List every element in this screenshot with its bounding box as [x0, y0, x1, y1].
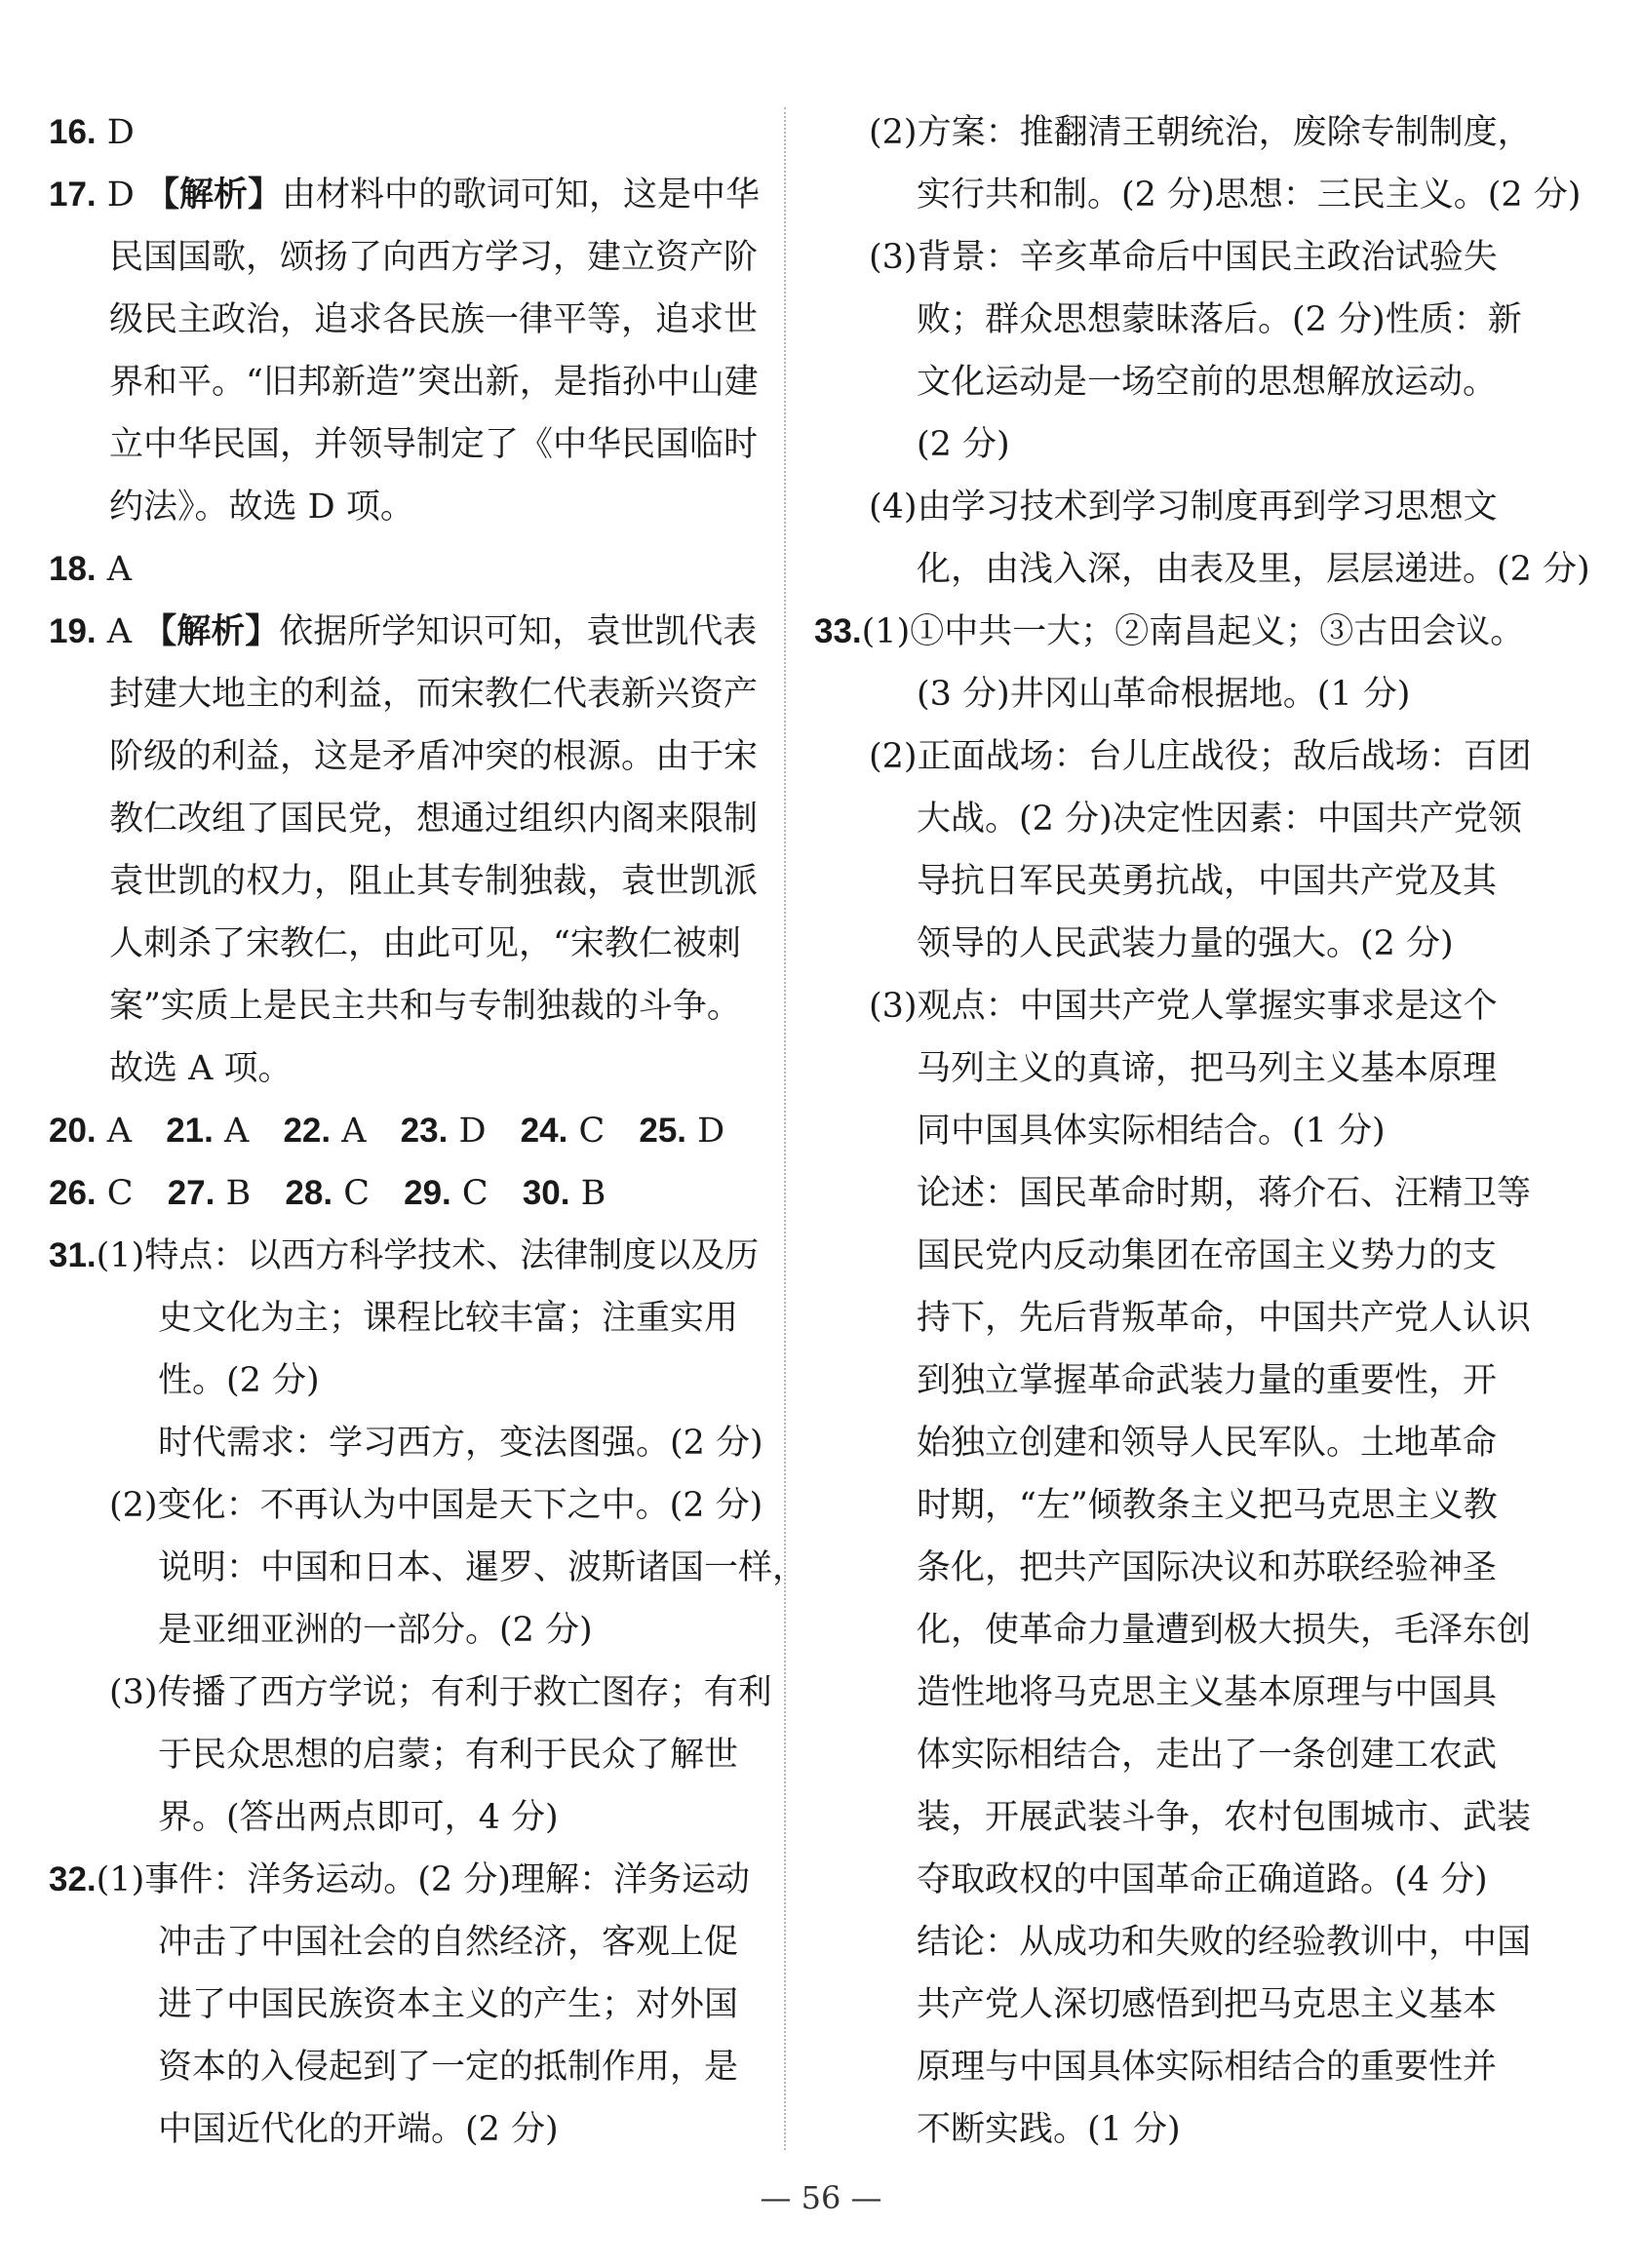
- answer-line: (2)方案：推翻清王朝统治，废除专制制度，: [869, 113, 1532, 152]
- answer-line: 时代需求：学习西方，变法图强。(2 分): [158, 1424, 763, 1463]
- answer-text: (1)①中共一大；②南昌起义；③古田会议。: [861, 612, 1525, 651]
- answer-line: 国民党内反动集团在帝国主义势力的支: [917, 1236, 1498, 1275]
- analysis-line: 案”实质上是民主共和与专制独裁的斗争。: [109, 987, 741, 1026]
- answer-value: D: [458, 1112, 487, 1151]
- question-number: 19.: [49, 612, 97, 650]
- answer-33-first-line: [814, 601, 1526, 663]
- analysis-line: 约法》。故选 D 项。: [109, 488, 414, 527]
- question-number: 32.: [49, 1860, 97, 1898]
- answer-value: D: [106, 113, 135, 152]
- answer-28: [285, 1162, 370, 1225]
- analysis-text: 依据所学知识可知，袁世凯代表: [279, 612, 758, 651]
- question-number: 17.: [49, 176, 97, 214]
- question-number: 24.: [520, 1112, 568, 1150]
- answer-line: (3)传播了西方学说；有利于救亡图存；有利: [109, 1673, 772, 1712]
- answer-line: 进了中国民族资本主义的产生；对外国: [158, 1985, 739, 2024]
- answer-25: [639, 1100, 724, 1162]
- answer-line: 实行共和制。(2 分)思想：三民主义。(2 分): [917, 176, 1582, 215]
- question-number: 21.: [166, 1112, 214, 1150]
- answer-23: [401, 1100, 487, 1162]
- answer-value: C: [106, 1174, 134, 1213]
- answer-26: [49, 1162, 134, 1225]
- answer-31-first-line: [49, 1225, 761, 1287]
- answer-line: 中国近代化的开端。(2 分): [158, 2110, 559, 2149]
- answer-18: [49, 538, 761, 601]
- answer-value: D: [106, 176, 135, 215]
- answer-line: 条化，把共产国际决议和苏联经验神圣: [917, 1548, 1498, 1587]
- analysis-line: 界和平。“旧邦新造”突出新，是指孙中山建: [109, 363, 759, 402]
- answer-line: 界。(答出两点即可，4 分): [158, 1798, 559, 1837]
- question-number: 16.: [49, 113, 97, 151]
- analysis-line: 人刺杀了宋教仁，由此可见，“宋教仁被刺: [109, 924, 741, 963]
- question-number: 23.: [400, 1112, 449, 1150]
- answer-27: [168, 1162, 252, 1225]
- answer-value: B: [225, 1174, 252, 1213]
- answer-value: A: [106, 550, 133, 589]
- answer-32-first-line: [49, 1849, 761, 1911]
- left-column: [49, 101, 807, 2161]
- answer-line: 导抗日军民英勇抗战，中国共产党及其: [917, 862, 1498, 901]
- answer-17-first-line: [49, 164, 761, 226]
- answer-line: 是亚细亚洲的一部分。(2 分): [158, 1611, 593, 1650]
- answer-29: [404, 1162, 489, 1225]
- answer-line: 时期，“左”倾教条主义把马克思主义教: [917, 1486, 1498, 1525]
- answer-line: 资本的入侵起到了一定的抵制作用，是: [158, 2048, 739, 2087]
- answer-21: [166, 1100, 249, 1162]
- answer-30: [523, 1162, 606, 1225]
- answer-value: A: [106, 612, 133, 651]
- answer-line: 体实际相结合，走出了一条创建工农武: [917, 1736, 1498, 1775]
- question-number: 30.: [522, 1174, 570, 1212]
- question-number: 29.: [404, 1174, 451, 1212]
- analysis-text: 由材料中的歌词可知，这是中华: [282, 176, 761, 215]
- analysis-line: 立中华民国，并领导制定了《中华民国临时: [109, 425, 759, 464]
- answer-line: 化，使革命力量遭到极大损失，毛泽东创: [917, 1611, 1532, 1650]
- answer-text: (1)特点：以西方科学技术、法律制度以及历: [96, 1236, 760, 1275]
- answer-line: 于民众思想的启蒙；有利于民众了解世: [158, 1736, 739, 1775]
- answer-line: 马列主义的真谛，把马列主义基本原理: [917, 1049, 1498, 1088]
- answer-line: 同中国具体实际相结合。(1 分): [917, 1112, 1386, 1151]
- answer-24: [521, 1100, 606, 1162]
- answer-text: (1)事件：洋务运动。(2 分)理解：洋务运动: [96, 1860, 750, 1899]
- question-number: 31.: [49, 1236, 97, 1274]
- answer-line: (2)正面战场：台儿庄战役；敌后战场：百团: [869, 737, 1532, 776]
- page-number: — 56 —: [760, 2179, 882, 2216]
- answer-value: C: [578, 1112, 606, 1151]
- question-number: 20.: [49, 1112, 97, 1150]
- answer-22: [283, 1100, 366, 1162]
- answer-line: (2)变化：不再认为中国是天下之中。(2 分): [109, 1486, 763, 1525]
- question-number: 22.: [283, 1112, 332, 1150]
- answer-value: A: [224, 1112, 250, 1151]
- answer-line: 始独立创建和领导人民军队。土地革命: [917, 1424, 1498, 1463]
- analysis-tag: 【解析】: [145, 175, 283, 215]
- answer-line: 原理与中国具体实际相结合的重要性并: [917, 2048, 1498, 2087]
- answer-line: (3 分)井冈山革命根据地。(1 分): [917, 675, 1411, 714]
- answer-value: D: [697, 1112, 725, 1151]
- analysis-line: 封建大地主的利益，而宋教仁代表新兴资产: [109, 675, 759, 714]
- answer-line: 不断实践。(1 分): [917, 2110, 1181, 2149]
- answer-line: 装，开展武装斗争，农村包围城市、武装: [917, 1798, 1532, 1837]
- question-number: 18.: [49, 550, 97, 588]
- column-divider: [784, 107, 786, 2150]
- answer-value: A: [106, 1112, 133, 1151]
- analysis-line: 故选 A 项。: [109, 1049, 293, 1088]
- answer-line: 大战。(2 分)决定性因素：中国共产党领: [917, 800, 1522, 839]
- answer-value: C: [343, 1174, 370, 1213]
- analysis-line: 民国国歌，颂扬了向西方学习，建立资产阶: [109, 238, 759, 277]
- answer-line: (3)观点：中国共产党人掌握实事求是这个: [869, 987, 1498, 1026]
- answer-value: C: [461, 1174, 489, 1213]
- answer-line: 性。(2 分): [158, 1361, 320, 1400]
- answer-line: 说明：中国和日本、暹罗、波斯诸国一样，: [158, 1548, 807, 1587]
- answer-line: 领导的人民武装力量的强大。(2 分): [917, 924, 1454, 963]
- answer-line: (2 分): [917, 425, 1010, 464]
- answer-line: 冲击了中国社会的自然经济，客观上促: [158, 1923, 739, 1962]
- analysis-line: 袁世凯的权力，阻止其专制独裁，袁世凯派: [109, 862, 759, 901]
- question-number: 25.: [639, 1112, 687, 1150]
- answer-line: 论述：国民革命时期，蒋介石、汪精卫等: [917, 1174, 1532, 1213]
- answers-row-20-25: [49, 1100, 761, 1162]
- question-number: 26.: [49, 1174, 97, 1212]
- question-number: 28.: [285, 1174, 333, 1212]
- answer-19-first-line: [49, 601, 761, 663]
- answers-row-26-30: [49, 1162, 761, 1225]
- answer-line: 化，由浅入深，由表及里，层层递进。(2 分): [917, 550, 1590, 589]
- question-number: 27.: [167, 1174, 215, 1212]
- answer-line: 夺取政权的中国革命正确道路。(4 分): [917, 1860, 1488, 1899]
- answer-line: 败；群众思想蒙昧落后。(2 分)性质：新: [917, 300, 1522, 339]
- answer-value: B: [580, 1174, 606, 1213]
- answer-line: 持下，先后背叛革命，中国共产党人认识: [917, 1299, 1532, 1338]
- analysis-line: 教仁改组了国民党，想通过组织内阁来限制: [109, 800, 759, 839]
- answer-line: (4)由学习技术到学习制度再到学习思想文: [869, 488, 1498, 527]
- analysis-tag: 【解析】: [142, 611, 280, 651]
- answer-line: 文化运动是一场空前的思想解放运动。: [917, 363, 1498, 402]
- answer-line: 造性地将马克思主义基本原理与中国具: [917, 1673, 1498, 1712]
- answer-value: A: [341, 1112, 367, 1151]
- answer-16: [49, 101, 761, 164]
- answer-line: 到独立掌握革命武装力量的重要性，开: [917, 1361, 1498, 1400]
- answer-20: [49, 1100, 132, 1162]
- answer-line: 共产党人深切感悟到把马克思主义基本: [917, 1985, 1498, 2024]
- answer-line: (3)背景：辛亥革命后中国民主政治试验失: [869, 238, 1498, 277]
- question-number: 33.: [814, 612, 862, 650]
- answer-line: 史文化为主；课程比较丰富；注重实用: [158, 1299, 739, 1338]
- answer-line: 结论：从成功和失败的经验教训中，中国: [917, 1923, 1532, 1962]
- right-column: [814, 101, 1590, 2161]
- analysis-line: 阶级的利益，这是矛盾冲突的根源。由于宋: [109, 737, 759, 776]
- analysis-line: 级民主政治，追求各民族一律平等，追求世: [109, 300, 759, 339]
